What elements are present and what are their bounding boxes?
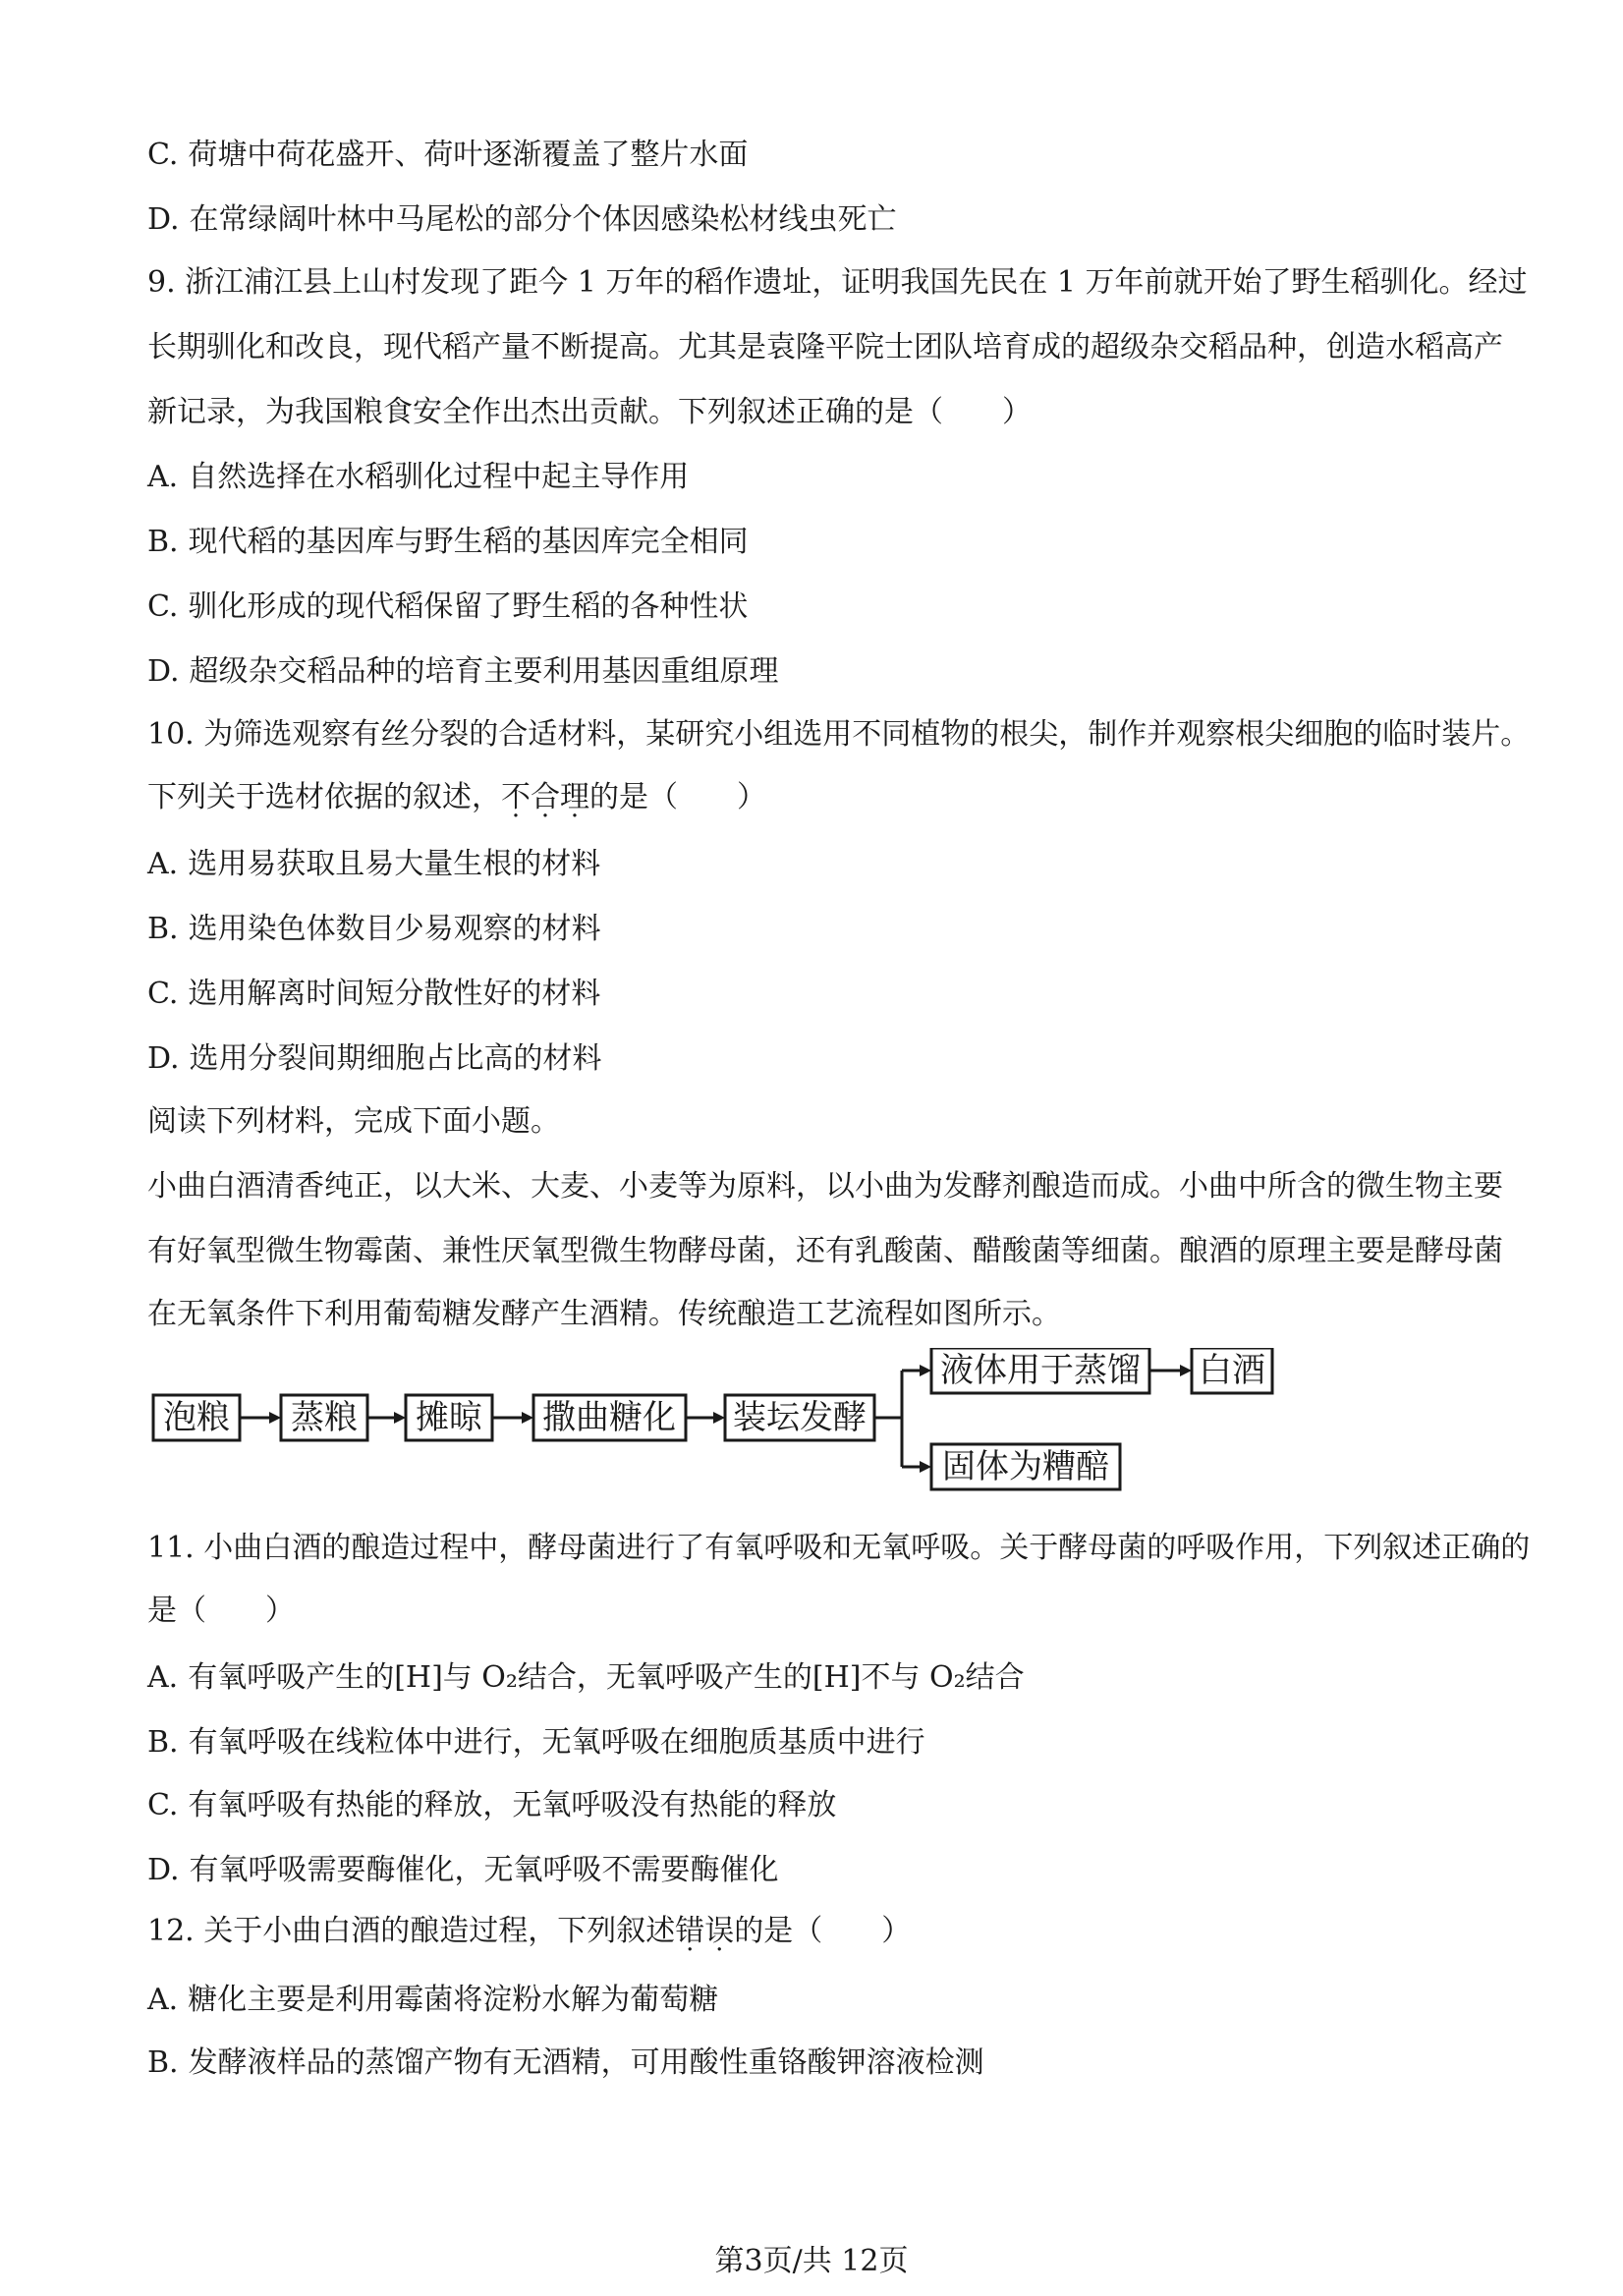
option-text: 有氧呼吸在线粒体中进行，无氧呼吸在细胞质基质中进行	[188, 1725, 925, 1760]
material-line-2: 有好氧型微生物霉菌、兼性厌氧型微生物酵母菌，还有乳酸菌、醋酸菌等细菌。酿酒的原理主要是酵母菌	[147, 1234, 1503, 1268]
option-label: B.	[147, 2045, 179, 2080]
option-label: B.	[147, 912, 179, 946]
stem-text: 下列关于选材依据的叙述，	[147, 780, 501, 814]
option-label: C.	[147, 589, 179, 624]
option-text: 选用染色体数目少易观察的材料	[188, 912, 601, 946]
option-text: 荷塘中荷花盛开、荷叶逐渐覆盖了整片水面	[188, 138, 749, 172]
question-9-line-2: 长期驯化和改良，现代稻产量不断提高。尤其是袁隆平院士团队培育成的超级杂交稻品种，创造水稻高产	[147, 330, 1503, 364]
option-12a	[147, 1981, 718, 2020]
option-label: A.	[147, 460, 179, 494]
material-line-1: 小曲白酒清香纯正，以大米、大麦、小麦等为原料，以小曲为发酵剂酿造而成。小曲中所含的微生物主要	[147, 1169, 1503, 1204]
option-text: 驯化形成的现代稻保留了野生稻的各种性状	[188, 589, 749, 624]
question-10-line-1: 10. 为筛选观察有丝分裂的合适材料，某研究小组选用不同植物的根尖，制作并观察根尖细胞的临时装片。	[147, 717, 1531, 752]
option-text: 自然选择在水稻驯化过程中起主导作用	[188, 460, 690, 494]
option-label: D.	[147, 1041, 180, 1076]
option-text: 超级杂交稻品种的培育主要利用基因重组原理	[189, 654, 779, 689]
option-10d	[147, 1039, 602, 1079]
branch-label-liquid: 液体用于蒸馏	[940, 1351, 1141, 1390]
option-text: 现代稻的基因库与野生稻的基因库完全相同	[188, 525, 749, 559]
option-10b	[147, 910, 601, 949]
option-10a	[147, 845, 600, 884]
option-label: C.	[147, 1788, 179, 1822]
arrow-head	[1180, 1365, 1192, 1376]
arrow-head	[920, 1365, 931, 1376]
option-11c	[147, 1786, 836, 1825]
option-10c	[147, 975, 600, 1014]
question-10-line-2	[147, 778, 766, 817]
emphasis-char: 错	[675, 1914, 705, 1948]
option-9d	[147, 652, 779, 692]
option-text: 选用分裂间期细胞占比高的材料	[189, 1041, 602, 1076]
option-8d	[147, 200, 897, 240]
option-9c	[147, 588, 748, 627]
brewing-process-diagram	[147, 1348, 1287, 1495]
option-label: D.	[147, 654, 180, 689]
reading-instruction: 阅读下列材料，完成下面小题。	[147, 1104, 560, 1139]
option-8c	[147, 136, 748, 175]
branch-label-solid: 固体为糟醅	[942, 1447, 1109, 1486]
question-11-line-1: 11. 小曲白酒的酿造过程中，酵母菌进行了有氧呼吸和无氧呼吸。关于酵母菌的呼吸作用，下列叙述正确的	[147, 1531, 1531, 1565]
emphasis-char: 不	[501, 780, 531, 814]
arrow-head	[713, 1412, 725, 1424]
option-label: C.	[147, 138, 179, 172]
step-label-steam: 蒸粮	[291, 1398, 358, 1437]
option-text: 在常绿阔叶林中马尾松的部分个体因感染松材线虫死亡	[189, 202, 897, 237]
option-label: A.	[147, 1983, 179, 2017]
option-11b	[147, 1723, 925, 1763]
option-label: B.	[147, 1725, 179, 1760]
option-text: 有氧呼吸有热能的释放，无氧呼吸没有热能的释放	[188, 1788, 837, 1822]
option-9b	[147, 523, 749, 562]
question-12-stem	[147, 1912, 911, 1951]
stem-text: 的是（ ）	[734, 1914, 912, 1948]
option-text: 选用易获取且易大量生根的材料	[188, 847, 601, 881]
stem-text: 的是（ ）	[589, 780, 766, 814]
option-text: 糖化主要是利用霉菌将淀粉水解为葡萄糖	[188, 1983, 719, 2017]
arrow-head	[920, 1461, 931, 1473]
option-9a	[147, 458, 689, 497]
stem-text: 12. 关于小曲白酒的酿造过程，下列叙述	[147, 1914, 676, 1948]
option-label: D.	[147, 202, 180, 237]
step-label-ferment: 装坛发酵	[733, 1398, 867, 1437]
branch-label-liquor: 白酒	[1199, 1351, 1265, 1390]
option-label: D.	[147, 1853, 180, 1887]
option-label: B.	[147, 525, 179, 559]
emphasis-char: 误	[704, 1914, 735, 1948]
option-label: C.	[147, 977, 179, 1011]
step-label-soak: 泡粮	[163, 1398, 230, 1437]
option-text: 有氧呼吸需要酶催化，无氧呼吸不需要酶催化	[189, 1853, 779, 1887]
option-label: A.	[147, 1660, 179, 1695]
option-label: A.	[147, 847, 179, 881]
option-text: 有氧呼吸产生的[H]与 O₂结合，无氧呼吸产生的[H]不与 O₂结合	[188, 1660, 1025, 1695]
material-line-3: 在无氧条件下利用葡萄糖发酵产生酒精。传统酿造工艺流程如图所示。	[147, 1297, 1061, 1331]
option-text: 选用解离时间短分散性好的材料	[188, 977, 601, 1011]
emphasis-char: 理	[560, 780, 589, 814]
option-11d	[147, 1851, 779, 1890]
arrow-head	[269, 1412, 281, 1424]
step-label-saccharify: 撒曲糖化	[542, 1398, 676, 1437]
step-label-spread: 摊晾	[416, 1398, 482, 1437]
option-12b	[147, 2044, 984, 2083]
question-11-line-2: 是（ ）	[147, 1594, 295, 1628]
arrow-head	[522, 1412, 533, 1424]
question-9-line-1: 9. 浙江浦江县上山村发现了距今 1 万年的稻作遗址，证明我国先民在 1 万年前就开始了野生稻驯化。经过	[147, 265, 1528, 300]
option-11a	[147, 1658, 1025, 1698]
question-9-line-3: 新记录，为我国粮食安全作出杰出贡献。下列叙述正确的是（ ）	[147, 395, 1032, 429]
arrow-head	[394, 1412, 406, 1424]
option-text: 发酵液样品的蒸馏产物有无酒精，可用酸性重铬酸钾溶液检测	[188, 2045, 984, 2080]
emphasis-char: 合	[531, 780, 560, 814]
page-number: 第3页/共 12页	[714, 2244, 909, 2278]
